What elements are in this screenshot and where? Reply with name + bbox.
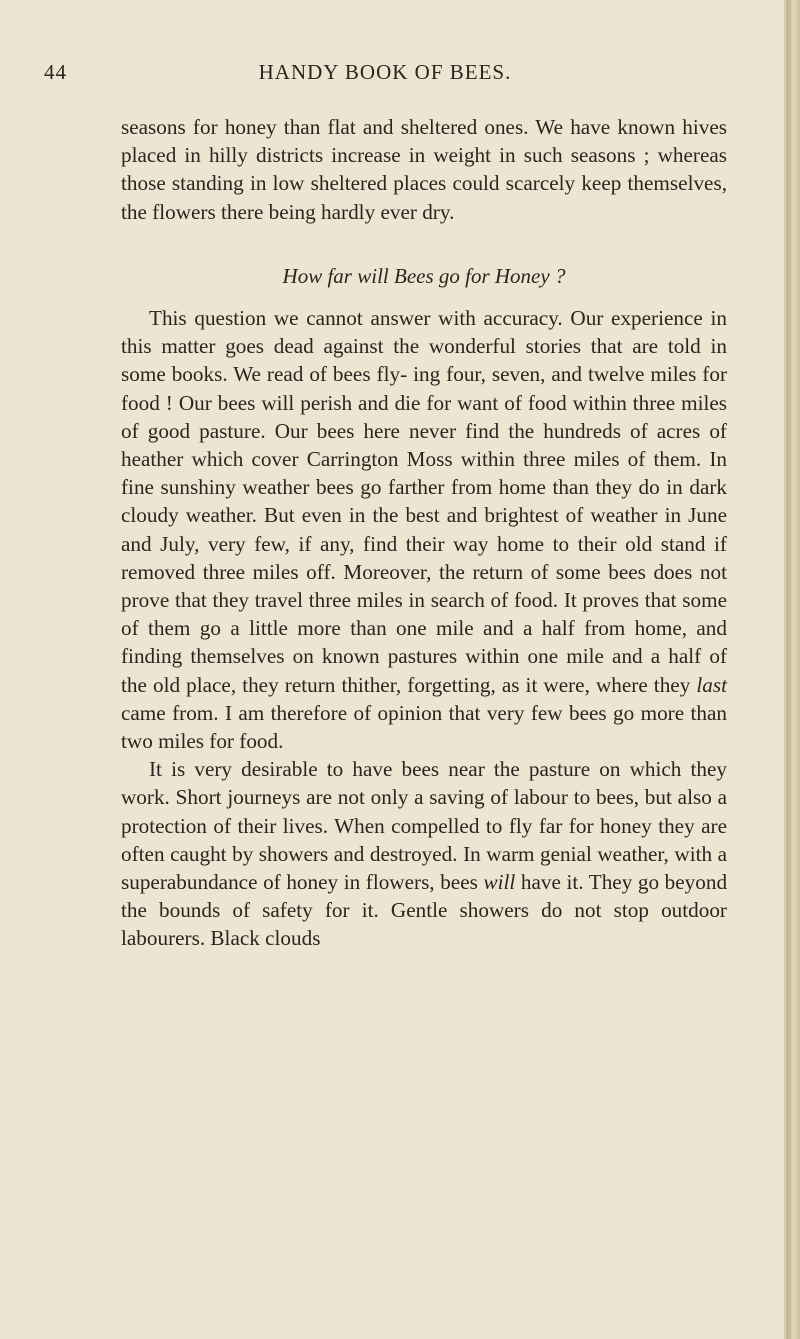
section-heading: How far will Bees go for Honey ?: [282, 263, 566, 288]
page-number: 44: [44, 60, 67, 84]
paragraph: [121, 304, 727, 755]
emphasis-text: last: [696, 672, 728, 697]
page-header: [44, 60, 726, 90]
paragraph: [121, 755, 727, 952]
body-text: [121, 113, 727, 953]
paragraph-text: have it. They go beyond the bounds of safety for it. Gentle showers do not stop outdoor labourers. Black clouds: [121, 870, 728, 951]
paragraph: seasons for honey than flat and sheltered ones. We have known hives placed in hilly districts increase in weight in such seasons ; whereas those standing in low sheltered places could scarcely keep themselves, the flowers there being hardly ever dry.: [121, 115, 727, 224]
paragraph-text: It is very desirable to have bees near the pasture on which they work. Short journeys are not only a saving of labour to bees, but also a protection of their lives. When compelled to fly far for honey they are often caught by showers and destroyed. In warm genial weather, with a superabundance of honey in flowers, bees: [121, 757, 727, 895]
paragraph-text: This question we cannot answer with accuracy. Our experience in this matter goes dead against the wonderful stories that are told in some books. We read of bees fly- ing four, seven, and twelve miles for food ! Our bees will perish and die for want of food within three miles of good pasture. Our bees here never find the hundreds of acres of heather which cover Carrington Moss within three miles of them. In fine sunshiny weather bees go farther from home than they do in dark cloudy weather. But even in the best and brightest of weather in June and July, very few, if any, find their way home to their old stand if removed three miles off. Moreover, the return of some bees does not prove that they travel three miles in search of food. It proves that some of them go a little more than one mile and a half from home, and finding themselves on known pastures within one mile and a half of the old place, they return thither, forgetting, as it were, where they: [121, 306, 727, 697]
page-edge: [784, 0, 800, 1339]
emphasis-text: will: [483, 870, 516, 895]
running-title: HANDY BOOK OF BEES.: [258, 60, 512, 84]
paragraph-text: came from. I am therefore of opinion that very few bees go more than two miles for food.: [121, 700, 727, 754]
